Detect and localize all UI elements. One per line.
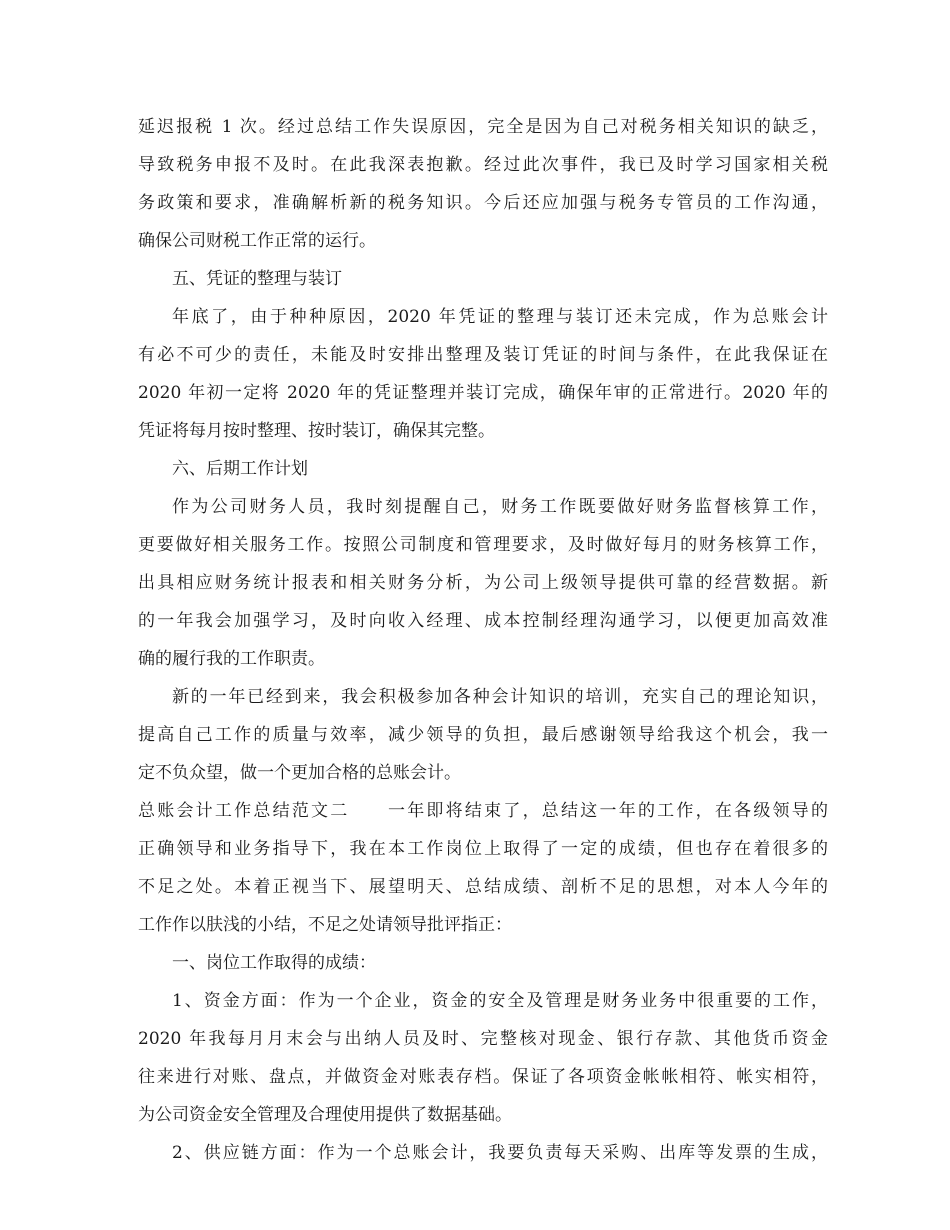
text-line: 出具相应财务统计报表和相关财务分析，为公司上级领导提供可靠的经营数据。新: [138, 573, 828, 593]
text-line: 2020 年初一定将 2020 年的凭证整理并装订完成，确保年审的正常进行。2020 年的: [138, 383, 828, 403]
text-line: 确保公司财税工作正常的运行。: [138, 231, 376, 251]
text-line: 的一年我会加强学习，及时向收入经理、成本控制经理沟通学习，以便更加高效准: [138, 611, 828, 631]
document-body: [138, 108, 828, 1172]
text-line: 一、岗位工作取得的成绩：: [172, 953, 376, 973]
text-line: 凭证将每月按时整理、按时装订，确保其完整。: [138, 421, 495, 441]
text-line: 总账会计工作总结范文二 一年即将结束了，总结这一年的工作，在各级领导的: [138, 801, 828, 821]
text-line: 五、凭证的整理与装订: [172, 269, 342, 289]
text-line: 年底了，由于种种原因，2020 年凭证的整理与装订还未完成，作为总账会计: [172, 307, 828, 327]
text-line: 确的履行我的工作职责。: [138, 649, 325, 669]
text-line: 工作作以肤浅的小结，不足之处请领导批评指正：: [138, 915, 512, 935]
text-line: 更要做好相关服务工作。按照公司制度和管理要求，及时做好每月的财务核算工作，: [138, 535, 828, 555]
text-line: 提高自己工作的质量与效率，减少领导的负担，最后感谢领导给我这个机会，我一: [138, 725, 828, 745]
text-line: 往来进行对账、盘点，并做资金对账表存档。保证了各项资金帐帐相符、帐实相符，: [138, 1067, 828, 1087]
text-line: 新的一年已经到来，我会积极参加各种会计知识的培训，充实自己的理论知识，: [172, 687, 828, 707]
text-line: 作为公司财务人员，我时刻提醒自己，财务工作既要做好财务监督核算工作，: [172, 497, 828, 517]
text-line: 延迟报税 1 次。经过总结工作失误原因，完全是因为自己对税务相关知识的缺乏，: [138, 117, 828, 137]
text-line: 2、供应链方面：作为一个总账会计，我要负责每天采购、出库等发票的生成，: [172, 1143, 828, 1163]
text-line: 定不负众望，做一个更加合格的总账会计。: [138, 763, 461, 783]
text-line: 导致税务申报不及时。在此我深表抱歉。经过此次事件，我已及时学习国家相关税: [138, 155, 828, 175]
text-line: 1、资金方面：作为一个企业，资金的安全及管理是财务业务中很重要的工作，: [172, 991, 828, 1011]
text-line: 2020 年我每月月末会与出纳人员及时、完整核对现金、银行存款、其他货币资金: [138, 1029, 828, 1049]
text-line: 有必不可少的责任，未能及时安排出整理及装订凭证的时间与条件，在此我保证在: [138, 345, 828, 365]
text-line: 六、后期工作计划: [172, 459, 308, 479]
text-line: 务政策和要求，准确解析新的税务知识。今后还应加强与税务专管员的工作沟通，: [138, 193, 828, 213]
text-line: 为公司资金安全管理及合理使用提供了数据基础。: [138, 1105, 512, 1125]
text-line: 正确领导和业务指导下，我在本工作岗位上取得了一定的成绩，但也存在着很多的: [138, 839, 828, 859]
text-line: 不足之处。本着正视当下、展望明天、总结成绩、剖析不足的思想，对本人今年的: [138, 877, 828, 897]
